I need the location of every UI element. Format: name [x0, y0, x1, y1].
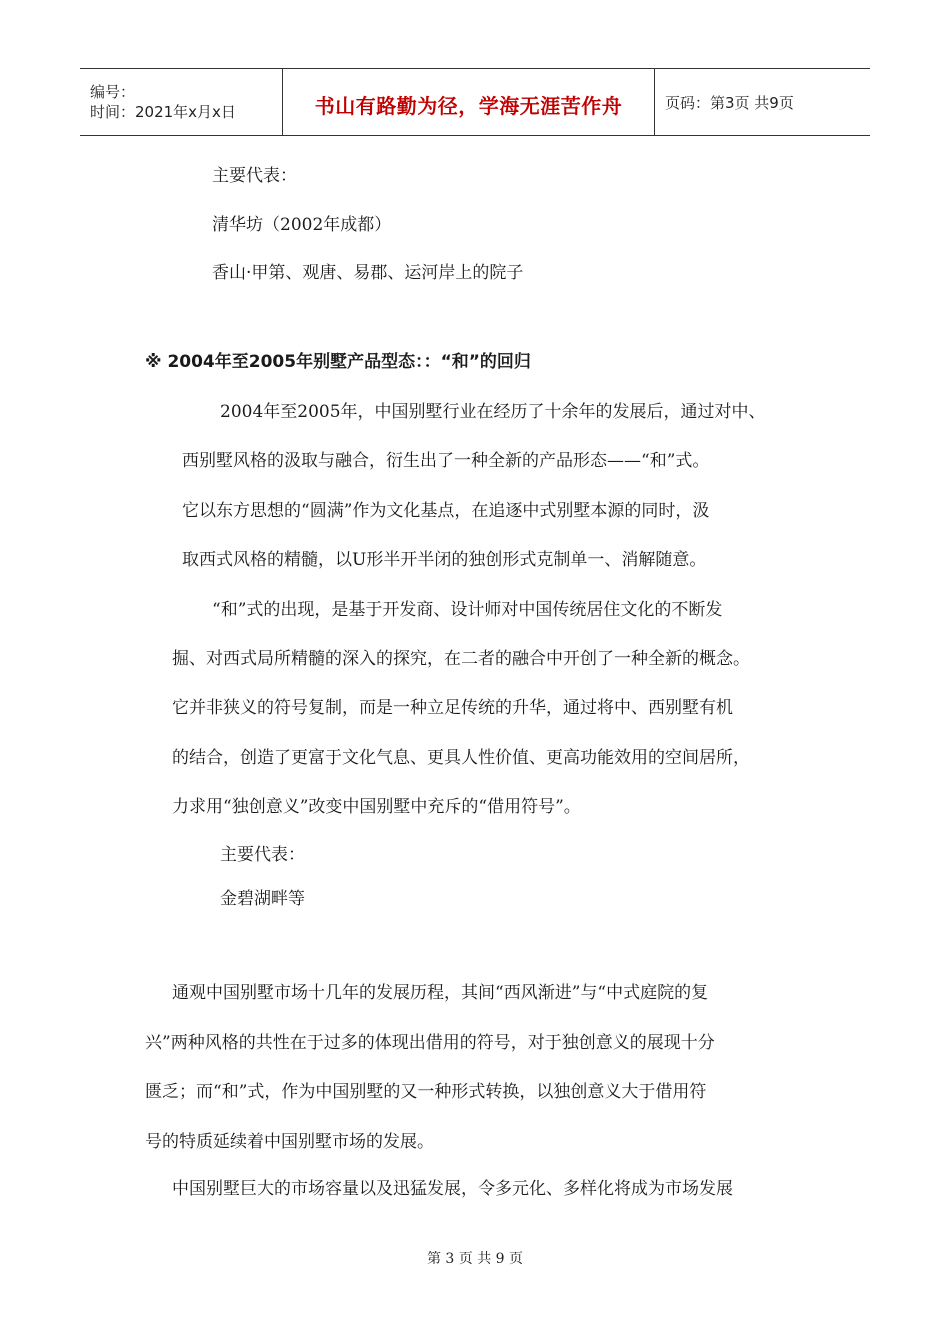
- representatives-label-2: 主要代表：: [220, 845, 305, 865]
- paragraph-line: 西别墅风格的汲取与融合，衍生出了一种全新的产品形态——“和”式。: [182, 451, 710, 471]
- paragraph-line: 匮乏；而“和”式，作为中国别墅的又一种形式转换，以独创意义大于借用符: [145, 1082, 707, 1102]
- paragraph-line: 力求用“独创意义”改变中国别墅中充斥的“借用符号”。: [172, 797, 581, 817]
- paragraph-line: 掘、对西式局所精髓的深入的探究，在二者的融合中开创了一种全新的概念。: [172, 649, 750, 669]
- header-motto: 书山有路勤为径，学海无涯苦作舟: [314, 93, 623, 118]
- paragraph-line: “和”式的出现，是基于开发商、设计师对中国传统居住文化的不断发: [212, 600, 723, 620]
- paragraph-line: 中国别墅巨大的市场容量以及迅猛发展，令多元化、多样化将成为市场发展: [172, 1179, 733, 1199]
- header-motto-cell: [282, 69, 655, 135]
- page-header: [80, 68, 870, 136]
- page-footer: 第 3 页 共 9 页: [426, 1251, 524, 1267]
- header-page-info-cell: [655, 69, 870, 135]
- representative-item: 香山·甲第、观唐、易郡、运河岸上的院子: [212, 263, 524, 283]
- header-page-info: 页码：第3页 共9页: [665, 93, 794, 112]
- paragraph-line: 2004年至2005年，中国别墅行业在经历了十余年的发展后，通过对中、: [220, 402, 766, 422]
- paragraph-line: 它并非狭义的符号复制，而是一种立足传统的升华，通过将中、西别墅有机: [172, 698, 733, 718]
- representatives-label-1: 主要代表：: [212, 166, 297, 186]
- document-time-label: 时间：2021年x月x日: [90, 103, 236, 121]
- paragraph-line: 通观中国别墅市场十几年的发展历程，其间“西风渐进”与“中式庭院的复: [172, 983, 709, 1003]
- paragraph-line: 的结合，创造了更富于文化气息、更具人性价值、更高功能效用的空间居所，: [172, 748, 750, 768]
- representative-item: 清华坊（2002年成都）: [212, 215, 392, 235]
- paragraph-line: 取西式风格的精髓，以U形半开半闭的独创形式克制单一、消解随意。: [182, 550, 707, 570]
- paragraph-line: 它以东方思想的“圆满”作为文化基点，在追逐中式别墅本源的同时，汲: [182, 501, 710, 521]
- section-heading: ※ 2004年至2005年别墅产品型态：：“和”的回归: [145, 352, 531, 372]
- representative-item: 金碧湖畔等: [220, 889, 305, 909]
- header-meta: [80, 69, 282, 135]
- paragraph-line: 兴”两种风格的共性在于过多的体现出借用的符号，对于独创意义的展现十分: [145, 1033, 715, 1053]
- document-number-label: 编号：: [90, 83, 136, 101]
- paragraph-line: 号的特质延续着中国别墅市场的发展。: [145, 1132, 434, 1152]
